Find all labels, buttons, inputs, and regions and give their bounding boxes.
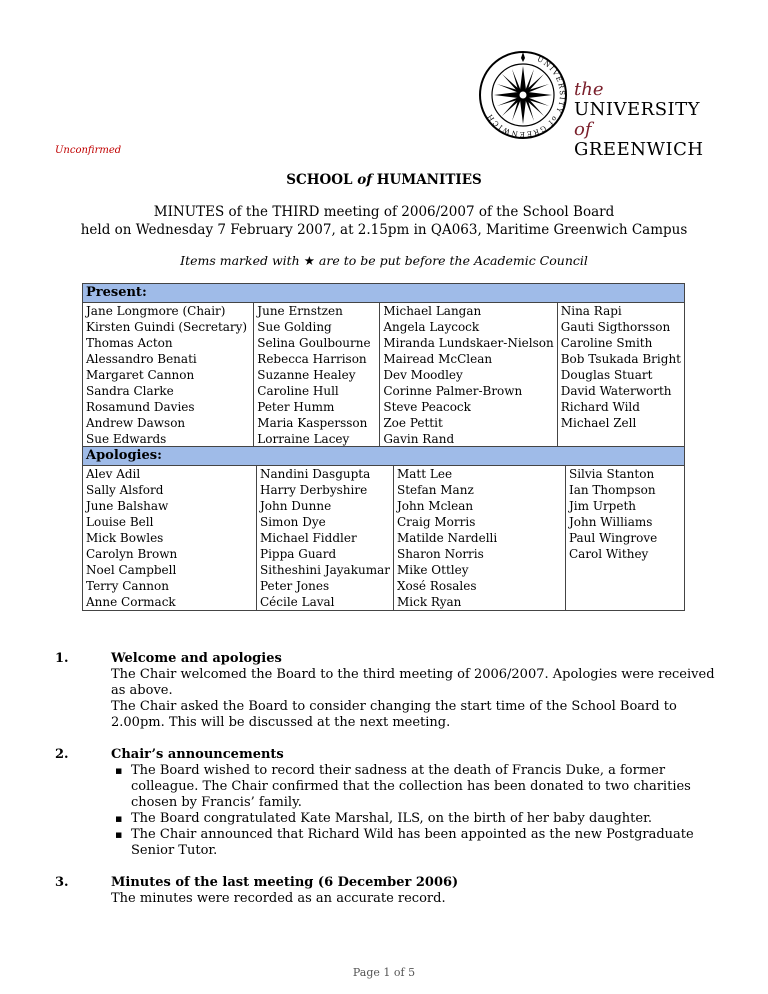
attendee-name: Sue Edwards: [86, 432, 167, 446]
present-column-4: [557, 303, 684, 448]
list-item: ▪ The Chair announced that Richard Wild has been appointed as the new Postgraduate Senior Tutor.: [111, 827, 715, 859]
attendee-name: Pippa Guard: [260, 547, 337, 561]
item-number: 1.: [55, 651, 69, 666]
attendee-name: Cécile Laval: [260, 595, 335, 609]
attendee-name: Rosamund Davies: [86, 400, 195, 414]
attendee-name: June Balshaw: [86, 499, 169, 513]
attendee-name: Mairead McClean: [383, 352, 493, 366]
attendee-name: Mick Bowles: [86, 531, 164, 545]
attendee-name: Douglas Stuart: [560, 368, 653, 382]
apologies-column-4: [565, 466, 684, 611]
attendee-name: Sandra Clarke: [86, 384, 174, 398]
attendee-name: Simon Dye: [260, 515, 326, 529]
attendee-name: Maria Kaspersson: [257, 416, 368, 430]
item-paragraph: The minutes were recorded as an accurate record.: [111, 891, 446, 906]
attendee-name: Xosé Rosales: [396, 579, 477, 593]
university-seal-logo: [478, 50, 568, 140]
wordmark-greenwich: GREENWICH: [574, 139, 704, 160]
attendee-name: Thomas Acton: [86, 336, 173, 350]
attendee-name: Kirsten Guindi (Secretary): [86, 320, 248, 334]
present-column-1: [83, 303, 254, 448]
attendee-name: Steve Peacock: [383, 400, 471, 414]
apologies-column-3: [393, 466, 565, 611]
attendee-name: Jane Longmore (Chair): [86, 304, 226, 318]
attendee-name: Carolyn Brown: [86, 547, 178, 561]
present-column-2: [254, 303, 380, 448]
attendee-name: Andrew Dawson: [86, 416, 186, 430]
attendee-name: Ian Thompson: [568, 483, 656, 497]
attendee-name: Stefan Manz: [396, 483, 474, 497]
attendee-name: David Waterworth: [560, 384, 672, 398]
announcements-list: [111, 763, 715, 859]
page-number: Page 1 of 5: [352, 966, 416, 979]
attendee-name: Suzanne Healey: [257, 368, 356, 382]
attendee-name: Caroline Hull: [257, 384, 339, 398]
item-title: Welcome and apologies: [111, 651, 282, 666]
attendee-name: Carol Withey: [568, 547, 649, 561]
attendee-name: Louise Bell: [86, 515, 154, 529]
attendee-name: Nina Rapi: [560, 304, 622, 318]
attendee-name: Miranda Lundskaer-Nielson: [383, 336, 554, 350]
attendee-name: Matt Lee: [396, 467, 453, 481]
attendee-name: Zoe Pettit: [383, 416, 443, 430]
attendee-name: Margaret Cannon: [86, 368, 195, 382]
attendee-name: John Dunne: [260, 499, 332, 513]
attendee-name: John Mclean: [396, 499, 474, 513]
agenda-item-2: [55, 747, 715, 859]
item-title: Minutes of the last meeting (6 December 2006): [111, 875, 459, 890]
attendee-name: Sitheshini Jayakumar: [260, 563, 390, 577]
attendee-name: Peter Jones: [260, 579, 330, 593]
item-number: 3.: [55, 875, 69, 890]
attendee-name: Silvia Stanton: [568, 467, 655, 481]
apologies-header: Apologies:: [83, 447, 685, 466]
attendee-name: June Ernstzen: [257, 304, 343, 318]
list-item: ▪ The Board wished to record their sadness at the death of Francis Duke, a former colleague. The Chair confirmed that the collection has been donated to two charities chosen by Francis’ family.: [111, 763, 715, 811]
item-paragraph: The Chair welcomed the Board to the third meeting of 2006/2007. Apologies were received as above.: [111, 667, 715, 698]
attendee-name: Corinne Palmer-Brown: [383, 384, 523, 398]
attendee-name: Richard Wild: [560, 400, 640, 414]
attendee-name: Harry Derbyshire: [260, 483, 368, 497]
attendee-name: Gauti Sigthorsson: [560, 320, 671, 334]
minutes-heading: MINUTES of the THIRD meeting of 2006/2007 of the School Board: [153, 204, 615, 220]
attendee-name: Peter Humm: [257, 400, 335, 414]
attendee-name: Nandini Dasgupta: [260, 467, 371, 481]
attendee-name: Michael Zell: [560, 416, 637, 430]
attendee-name: Jim Urpeth: [568, 499, 637, 513]
attendee-name: Michael Fiddler: [260, 531, 357, 545]
wordmark-the: the: [574, 79, 604, 100]
attendee-name: Alev Adil: [86, 467, 141, 481]
agenda-item-3: [55, 875, 715, 907]
attendee-name: Paul Wingrove: [568, 531, 658, 545]
attendee-name: Sue Golding: [257, 320, 332, 334]
apologies-table: [82, 446, 685, 611]
attendee-name: Michael Langan: [383, 304, 482, 318]
attendee-name: Sally Alsford: [86, 483, 164, 497]
attendee-name: Alessandro Benati: [86, 352, 197, 366]
attendee-name: Terry Cannon: [86, 579, 169, 593]
attendee-name: Dev Moodley: [383, 368, 463, 382]
university-wordmark: [574, 80, 704, 160]
attendee-name: Craig Morris: [396, 515, 476, 529]
status-label: Unconfirmed: [55, 145, 122, 156]
star-icon: ★: [303, 253, 315, 268]
attendee-name: Lorraine Lacey: [257, 432, 350, 446]
attendee-name: Sharon Norris: [396, 547, 484, 561]
agenda-item-1: [55, 651, 715, 731]
present-column-3: [380, 303, 557, 448]
attendee-name: Noel Campbell: [86, 563, 177, 577]
item-title: Chair’s announcements: [111, 747, 284, 762]
svg-text:UNIVERSITY of GREENWICH: UNIVERSITY of GREENWICH: [485, 55, 567, 139]
present-header: Present:: [83, 284, 685, 303]
attendee-name: Selina Goulbourne: [257, 336, 371, 350]
item-paragraph: The Chair asked the Board to consider changing the start time of the School Board to 2.00pm. This will be discussed at the next meeting.: [111, 699, 677, 730]
attendee-name: John Williams: [568, 515, 653, 529]
apologies-column-1: [83, 466, 257, 611]
attendee-name: Caroline Smith: [560, 336, 653, 350]
attendee-name: Anne Cormack: [86, 595, 176, 609]
apologies-column-2: [257, 466, 394, 611]
academic-council-note: Items marked with ★ are to be put before the Academic Council: [180, 253, 588, 268]
attendee-name: Matilde Nardelli: [396, 531, 498, 545]
list-item: ▪ The Board congratulated Kate Marshal, ILS, on the birth of her baby daughter.: [111, 811, 715, 827]
attendee-name: Mike Ottley: [396, 563, 469, 577]
wordmark-university: UNIVERSITY: [574, 99, 701, 120]
attendee-name: Bob Tsukada Bright: [560, 352, 681, 366]
attendee-name: Mick Ryan: [396, 595, 462, 609]
school-title: SCHOOL of HUMANITIES: [286, 172, 482, 188]
attendee-name: Gavin Rand: [383, 432, 455, 446]
wordmark-of: of: [574, 119, 592, 140]
attendee-name: Rebecca Harrison: [257, 352, 367, 366]
item-number: 2.: [55, 747, 69, 762]
meeting-details: held on Wednesday 7 February 2007, at 2.15pm in QA063, Maritime Greenwich Campus: [80, 222, 688, 238]
present-table: [82, 283, 685, 448]
attendee-name: Angela Laycock: [383, 320, 480, 334]
